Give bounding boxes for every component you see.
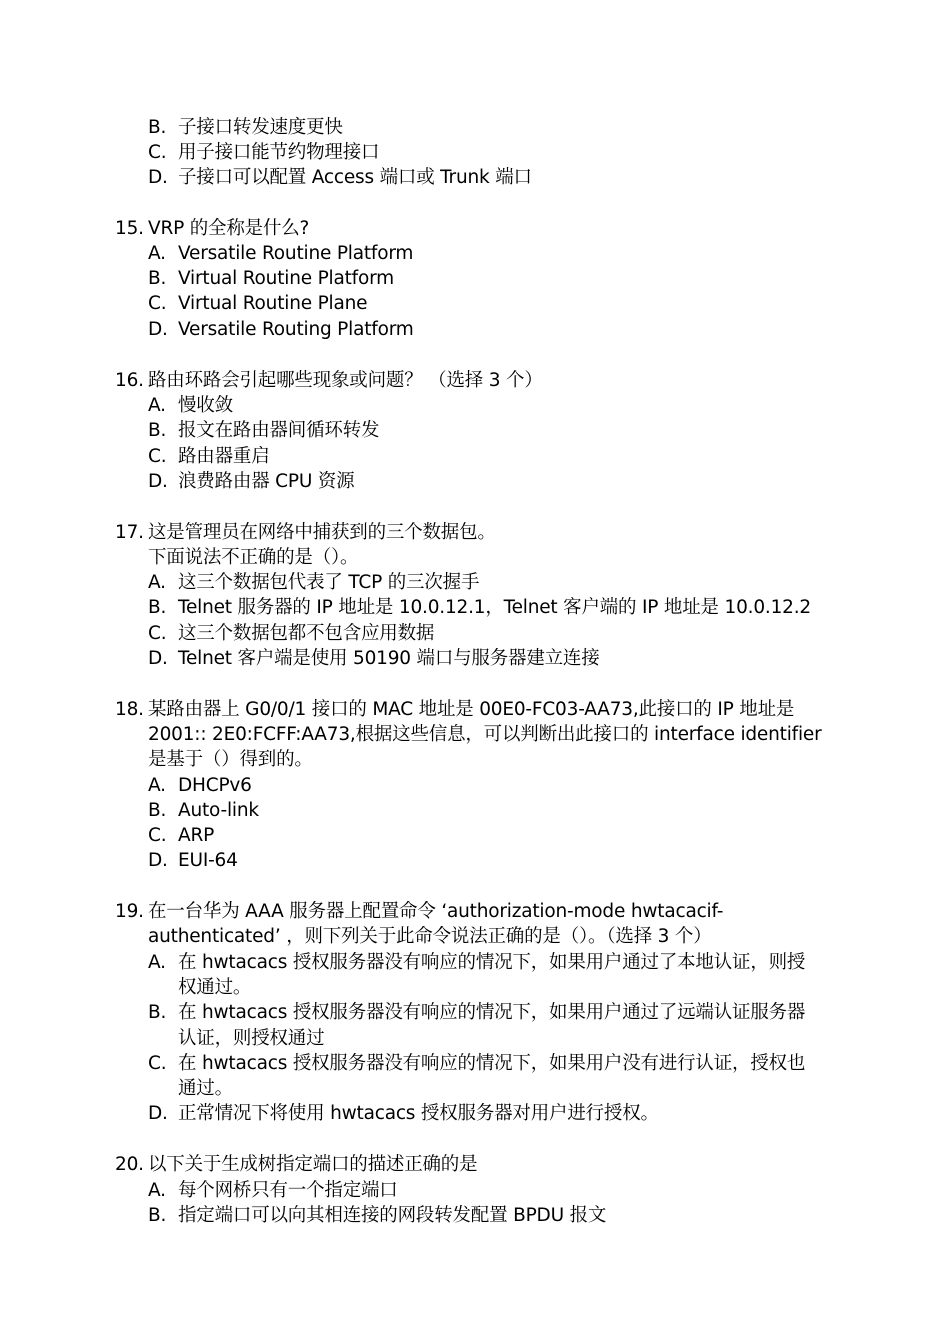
option-text: Telnet 客户端是使用 50190 端口与服务器建立连接 [178,648,600,669]
option-letter: B. [148,117,167,138]
option-letter: A. [148,243,166,264]
option-text: 正常情况下将使用 hwtacacs 授权服务器对用户进行授权。 [178,1103,659,1124]
question-text: 这是管理员在网络中捕获到的三个数据包。 [148,522,496,543]
option-text: EUI-64 [178,850,238,871]
option-letter: B. [148,597,167,618]
option-text: 路由器重启 [178,446,270,467]
option-letter: D. [148,850,168,871]
option-text: 这三个数据包代表了 TCP 的三次握手 [178,572,480,593]
option-text: Versatile Routing Platform [178,319,414,340]
option-letter: B. [148,1002,167,1023]
option-text: DHCPv6 [178,775,252,796]
option-letter: C. [148,623,167,644]
option-text: 慢收敛 [178,395,233,416]
question-text: 是基于（）得到的。 [148,749,313,770]
option-letter: D. [148,471,168,492]
option-letter: D. [148,1103,168,1124]
question-number: 17. [115,522,144,543]
option-letter: A. [148,775,166,796]
option-letter: A. [148,952,166,973]
option-text: 浪费路由器 CPU 资源 [178,471,355,492]
question-text: 下面说法不正确的是（）。 [148,547,359,568]
option-text: Virtual Routine Platform [178,268,394,289]
option-text: 在 hwtacacs 授权服务器没有响应的情况下，如果用户没有进行认证，授权也 [178,1053,806,1074]
option-text: Telnet 服务器的 IP 地址是 10.0.12.1，Telnet 客户端的 IP 地址是 10.0.12.2 [178,597,811,618]
question-text: 2001:: 2E0:FCFF:AA73,根据这些信息，可以判断出此接口的 interface identifier [148,724,822,745]
question-number: 19. [115,901,144,922]
option-text: 每个网桥只有一个指定端口 [178,1180,398,1201]
option-text: Versatile Routine Platform [178,243,414,264]
option-text: 指定端口可以向其相连接的网段转发配置 BPDU 报文 [178,1205,607,1226]
question-text: authenticated’ ，则下列关于此命令说法正确的是（）。（选择 3 个） [148,926,712,947]
option-text: Virtual Routine Plane [178,293,368,314]
question-text: VRP 的全称是什么? [148,218,310,239]
option-letter: B. [148,268,167,289]
option-letter: C. [148,1053,167,1074]
option-text: ARP [178,825,215,846]
option-letter: D. [148,167,168,188]
question-number: 15. [115,218,144,239]
option-letter: C. [148,825,167,846]
option-letter: C. [148,446,167,467]
option-text: 子接口可以配置 Access 端口或 Trunk 端口 [178,167,532,188]
option-text: 子接口转发速度更快 [178,117,343,138]
question-text: 某路由器上 G0/0/1 接口的 MAC 地址是 00E0-FC03-AA73,此接口的 IP 地址是 [148,699,795,720]
option-letter: C. [148,142,167,163]
option-text: Auto-link [178,800,259,821]
option-text: 认证，则授权通过 [178,1028,325,1049]
option-letter: B. [148,420,167,441]
question-number: 18. [115,699,144,720]
question-text: 以下关于生成树指定端口的描述正确的是 [148,1154,478,1175]
option-letter: D. [148,648,168,669]
option-letter: D. [148,319,168,340]
question-number: 16. [115,370,144,391]
option-text: 在 hwtacacs 授权服务器没有响应的情况下，如果用户通过了本地认证，则授 [178,952,806,973]
question-text: 在一台华为 AAA 服务器上配置命令 ‘authorization-mode hwtacacif- [148,901,724,922]
option-text: 通过。 [178,1078,233,1099]
option-letter: A. [148,395,166,416]
question-number: 20. [115,1154,144,1175]
option-text: 在 hwtacacs 授权服务器没有响应的情况下，如果用户通过了远端认证服务器 [178,1002,806,1023]
question-text: 路由环路会引起哪些现象或问题？ （选择 3 个） [148,370,543,391]
option-text: 报文在路由器间循环转发 [178,420,380,441]
option-letter: A. [148,572,166,593]
option-text: 用子接口能节约物理接口 [178,142,380,163]
option-letter: C. [148,293,167,314]
option-letter: B. [148,800,167,821]
option-letter: A. [148,1180,166,1201]
option-text: 这三个数据包都不包含应用数据 [178,623,435,644]
option-letter: B. [148,1205,167,1226]
option-text: 权通过。 [178,977,252,998]
